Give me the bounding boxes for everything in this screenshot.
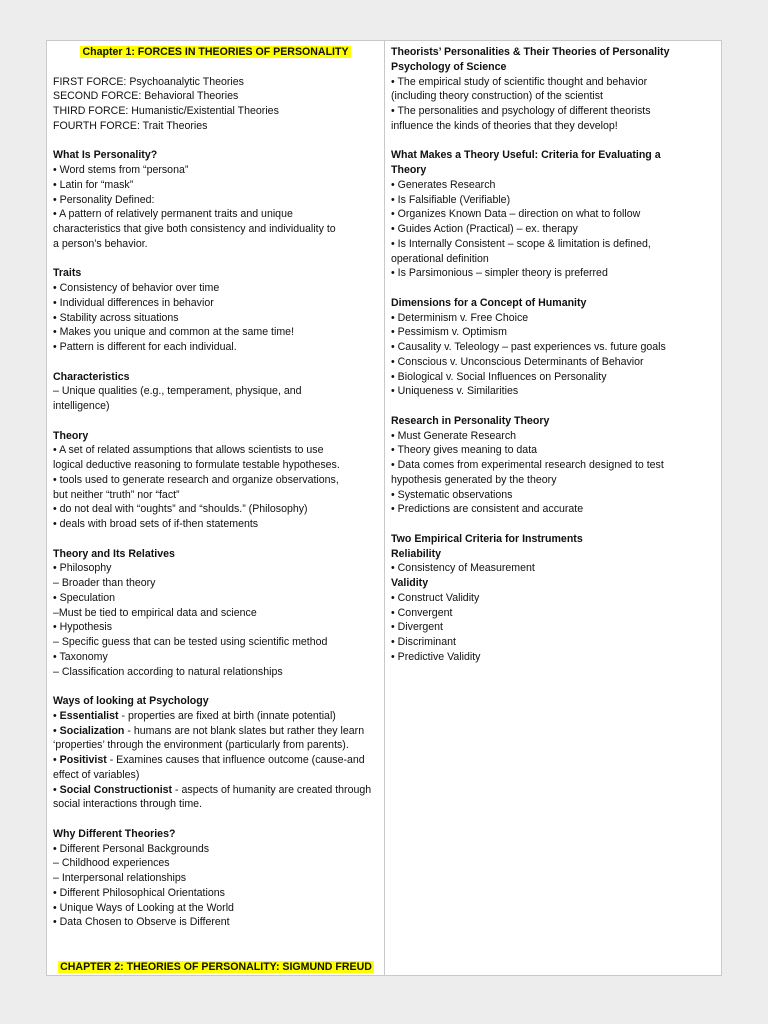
ways-text: - humans are not blank slates but rather they learn ‘properties’ through the environment (particularly from parents). (53, 724, 365, 752)
validity-line: • Divergent (391, 621, 443, 634)
ways-item: • Positivist - Examines causes that influence outcome (cause-and effect of variables) (53, 754, 365, 781)
ways-item: • Socialization - humans are not blank slates but rather they learn ‘properties’ through the environment (particularly from parents). (53, 724, 365, 752)
ways-item: • Essentialist - properties are fixed at birth (innate potential) (53, 709, 336, 722)
dimensions-line: • Biological v. Social Influences on Personality (391, 370, 607, 383)
left-column (47, 41, 385, 975)
validity-heading: Validity (391, 577, 429, 589)
ways-term: Social Constructionist (59, 783, 173, 796)
chapter-1-title-row (53, 45, 378, 60)
force-line: FIRST FORCE: Psychoanalytic Theories (53, 75, 244, 88)
personality-line: a person’s behavior. (53, 237, 148, 250)
useful-line: • Organizes Known Data – direction on what to follow (391, 208, 641, 221)
force-line: FOURTH FORCE: Trait Theories (53, 119, 208, 132)
ways-term: Essentialist (59, 709, 119, 722)
characteristics-heading: Characteristics (53, 370, 130, 383)
useful-heading: What Makes a Theory Useful: Criteria for Evaluating a (391, 149, 661, 162)
ways-text: - properties are fixed at birth (innate potential) (118, 709, 336, 722)
reliability-heading: Reliability (391, 547, 442, 560)
ways-term: Positivist (59, 754, 107, 766)
why-line: • Different Philosophical Orientations (53, 886, 225, 899)
relatives-line: –Must be tied to empirical data and science (53, 606, 257, 619)
chapter-2-title: CHAPTER 2: THEORIES OF PERSONALITY: SIGMUND FREUD (60, 961, 372, 973)
traits-line: • Pattern is different for each individual. (53, 341, 237, 353)
relatives-line: – Classification according to natural relationships (53, 665, 283, 678)
personality-heading: What Is Personality? (53, 149, 158, 162)
reliability-line: • Consistency of Measurement (391, 562, 535, 575)
relatives-line: – Broader than theory (53, 577, 156, 589)
why-line: • Data Chosen to Observe is Different (53, 916, 230, 929)
research-heading: Research in Personality Theory (391, 414, 550, 427)
why-line: – Interpersonal relationships (53, 872, 187, 884)
validity-line: • Discriminant (391, 636, 456, 648)
validity-line: • Construct Validity (391, 591, 480, 604)
dimensions-line: • Uniqueness v. Similarities (391, 385, 519, 398)
validity-line: • Predictive Validity (391, 650, 481, 663)
traits-line: • Individual differences in behavior (53, 296, 214, 309)
characteristics-line: – Unique qualities (e.g., temperament, physique, and (53, 385, 302, 398)
useful-line: • Is Internally Consistent – scope & limitation is defined, (391, 237, 651, 250)
research-line: • Data comes from experimental research designed to test (391, 459, 664, 471)
research-line: hypothesis generated by the theory (391, 473, 557, 486)
force-line: SECOND FORCE: Behavioral Theories (53, 90, 239, 103)
criteria-heading: Two Empirical Criteria for Instruments (391, 532, 583, 545)
ways-text: - aspects of humanity are created through social interactions through time. (53, 783, 372, 811)
chapter-1-title: Chapter 1: FORCES IN THEORIES OF PERSONALITY (82, 46, 349, 58)
relatives-line: – Specific guess that can be tested using scientific method (53, 636, 328, 648)
chapter-2-title-row (47, 960, 385, 974)
intro-heading: Theorists’ Personalities & Their Theories of Personality (391, 46, 670, 58)
traits-line: • Stability across situations (53, 311, 179, 324)
why-line: – Childhood experiences (53, 857, 170, 870)
document-page (46, 40, 722, 976)
intro-line: • The empirical study of scientific thought and behavior (391, 75, 648, 88)
useful-line: • Generates Research (391, 178, 496, 191)
dimensions-line: • Pessimism v. Optimism (391, 326, 507, 339)
research-line: • Predictions are consistent and accurate (391, 503, 584, 516)
research-line: • Systematic observations (391, 488, 513, 501)
traits-line: • Makes you unique and common at the same time! (53, 326, 295, 339)
theory-line: but neither “truth” nor “fact” (53, 488, 180, 501)
dimensions-heading: Dimensions for a Concept of Humanity (391, 296, 587, 309)
intro-line: • The personalities and psychology of different theorists (391, 105, 651, 117)
intro-line: (including theory construction) of the scientist (391, 90, 603, 103)
personality-line: • Personality Defined: (53, 193, 155, 206)
personality-line: • Latin for “mask” (53, 178, 134, 191)
dimensions-line: • Causality v. Teleology – past experiences vs. future goals (391, 341, 666, 353)
relatives-line: • Hypothesis (53, 621, 113, 634)
characteristics-line: intelligence) (53, 400, 110, 412)
theory-line: • A set of related assumptions that allows scientists to use (53, 444, 324, 457)
useful-line: operational definition (391, 252, 489, 265)
theory-line: logical deductive reasoning to formulate testable hypotheses. (53, 459, 340, 471)
research-line: • Must Generate Research (391, 429, 517, 442)
relatives-heading: Theory and Its Relatives (53, 547, 175, 560)
personality-line: characteristics that give both consistency and individuality to (53, 223, 336, 235)
useful-line: • Is Falsifiable (Verifiable) (391, 193, 511, 206)
why-line: • Unique Ways of Looking at the World (53, 901, 234, 914)
ways-term: Socialization (59, 724, 125, 737)
traits-line: • Consistency of behavior over time (53, 282, 220, 294)
validity-line: • Convergent (391, 606, 453, 619)
intro-subheading: Psychology of Science (391, 60, 507, 73)
personality-line: • A pattern of relatively permanent traits and unique (53, 208, 293, 221)
dimensions-line: • Conscious v. Unconscious Determinants of Behavior (391, 355, 644, 368)
ways-heading: Ways of looking at Psychology (53, 695, 209, 707)
useful-heading-cont: Theory (391, 164, 427, 176)
why-line: • Different Personal Backgrounds (53, 842, 210, 855)
dimensions-line: • Determinism v. Free Choice (391, 311, 529, 324)
traits-heading: Traits (53, 267, 82, 280)
personality-line: • Word stems from “persona” (53, 164, 189, 176)
theory-line: • do not deal with “oughts” and “shoulds.” (Philosophy) (53, 503, 308, 516)
right-column (385, 41, 721, 975)
ways-text: - Examines causes that influence outcome (cause-and effect of variables) (53, 754, 365, 781)
relatives-line: • Speculation (53, 591, 116, 604)
theory-line: • tools used to generate research and organize observations, (53, 473, 339, 486)
why-heading: Why Different Theories? (53, 827, 176, 840)
theory-heading: Theory (53, 429, 89, 442)
force-line: THIRD FORCE: Humanistic/Existential Theories (53, 105, 279, 117)
relatives-line: • Taxonomy (53, 650, 108, 663)
useful-line: • Is Parsimonious – simpler theory is preferred (391, 267, 608, 280)
theory-line: • deals with broad sets of if-then statements (53, 518, 259, 530)
intro-line: influence the kinds of theories that they develop! (391, 119, 618, 132)
ways-item: • Social Constructionist - aspects of humanity are created through social interactions through time. (53, 783, 372, 811)
relatives-line: • Philosophy (53, 562, 112, 575)
research-line: • Theory gives meaning to data (391, 444, 538, 457)
useful-line: • Guides Action (Practical) – ex. therapy (391, 223, 578, 235)
